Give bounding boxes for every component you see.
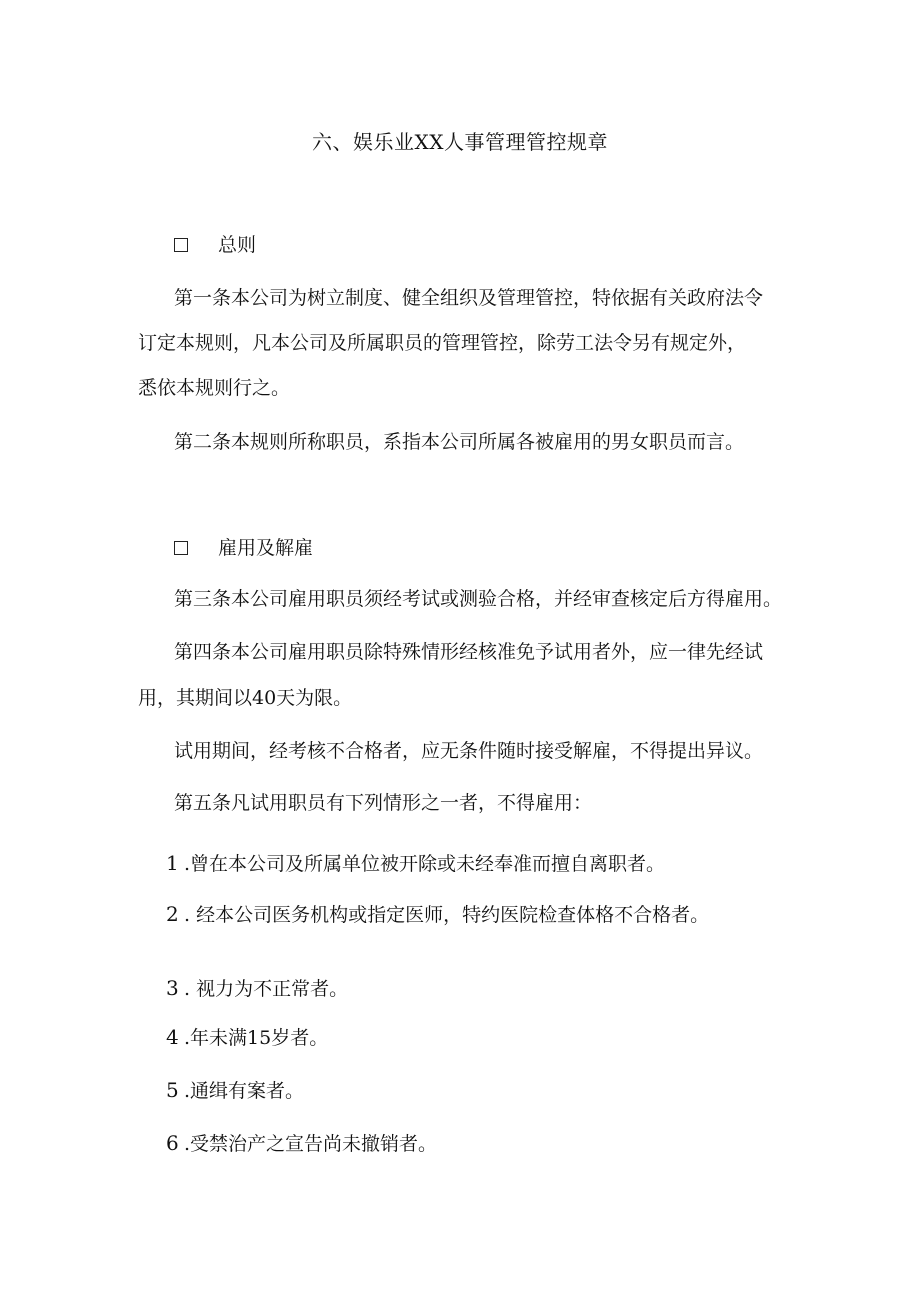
- article-1-line-3: 悉依本规则行之。: [138, 377, 291, 399]
- section-heading-hiring: [174, 539, 313, 558]
- list-item-number: 2: [166, 902, 179, 926]
- section-heading-label: 雇用及解雇: [218, 537, 314, 559]
- list-item-text: . 经本公司医务机构或指定医师，特约医院检查体格不合格者。: [184, 904, 710, 926]
- list-item-number: 5: [166, 1078, 179, 1102]
- list-item-number: 1: [166, 851, 179, 875]
- section-heading-label: 总则: [218, 234, 257, 256]
- list-item-text: .曾在本公司及所属单位被开除或未经奉准而擅自离职者。: [184, 853, 666, 875]
- probation-paragraph: 试用期间，经考核不合格者，应无条件随时接受解雇，不得提出异议。: [174, 740, 764, 762]
- document-title: 六、娱乐业XX人事管理管控规章: [312, 130, 608, 154]
- article-5: 第五条凡试用职员有下列情形之一者，不得雇用：: [174, 792, 593, 814]
- checkbox-icon: [174, 238, 188, 252]
- article-1-line-2: 订定本规则，凡本公司及所属职员的管理管控，除劳工法令另有规定外，: [138, 332, 747, 354]
- list-item: [166, 1080, 304, 1101]
- list-item: [166, 978, 348, 999]
- article-4-line-2: 用，其期间以40天为限。: [138, 687, 353, 709]
- list-item: [166, 904, 709, 925]
- list-item: [166, 1133, 437, 1154]
- list-item-text: .年未满15岁者。: [184, 1027, 329, 1049]
- list-item-text: .受禁治产之宣告尚未撤销者。: [184, 1133, 438, 1155]
- list-item-number: 3: [166, 976, 179, 1000]
- article-3: 第三条本公司雇用职员须经考试或测验合格，并经审查核定后方得雇用。: [174, 588, 783, 610]
- checkbox-icon: [174, 541, 188, 555]
- list-item: [166, 853, 665, 874]
- list-item: [166, 1027, 328, 1048]
- article-4-line-1: 第四条本公司雇用职员除特殊情形经核准免予试用者外，应一律先经试: [174, 641, 764, 663]
- section-heading-general: [174, 236, 256, 255]
- list-item-number: 4: [166, 1025, 179, 1049]
- list-item-text: . 视力为不正常者。: [184, 978, 349, 1000]
- article-2: 第二条本规则所称职员，系指本公司所属各被雇用的男女职员而言。: [174, 431, 745, 453]
- list-item-text: .通缉有案者。: [184, 1080, 305, 1102]
- article-1-line-1: 第一条本公司为树立制度、健全组织及管理管控，特依据有关政府法令: [174, 287, 764, 309]
- list-item-number: 6: [166, 1131, 179, 1155]
